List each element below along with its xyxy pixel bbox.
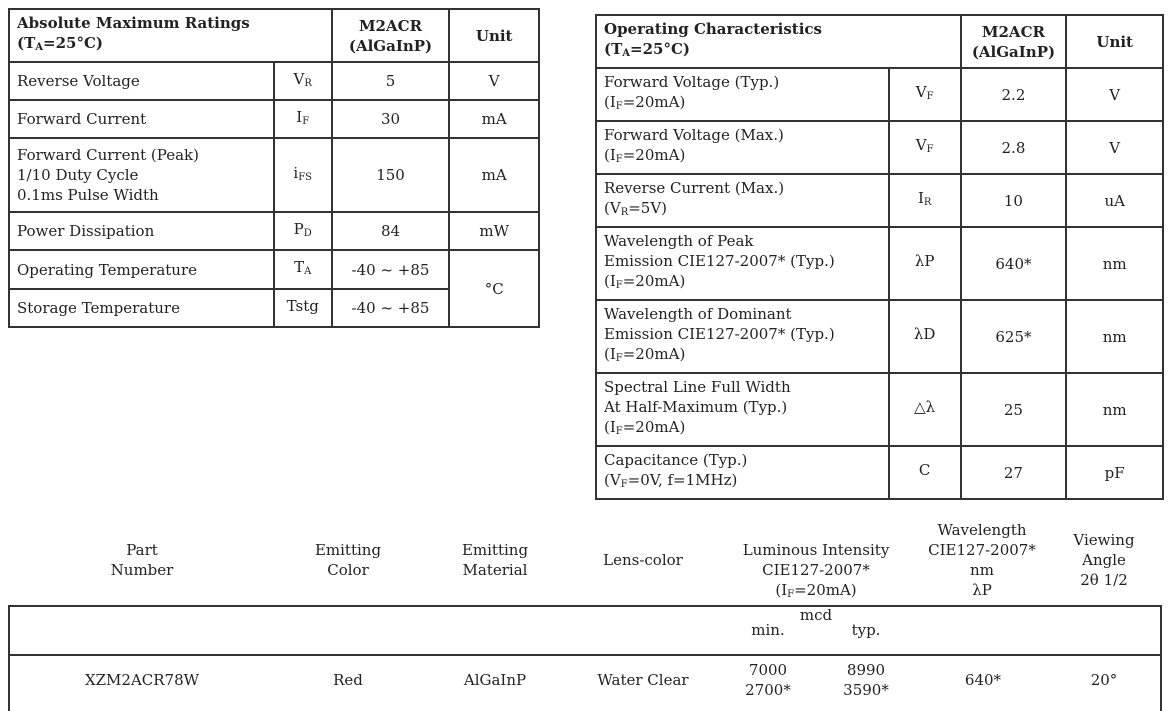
param-cell: Reverse Current (Max.) $(V_R=5V)$ [596,174,889,227]
part-number-value: XZM2ACR78W [84,671,200,689]
symbol-cell: $I_F$ [274,100,332,138]
header-part-number: Part Number [110,541,174,579]
oc-part-header: M2ACR (AlGaInP) [961,15,1067,68]
symbol-cell: $T_A$ [274,250,332,289]
luminous-min-value: 7000 2700* [745,661,791,699]
symbol-cell: $i_{FS}$ [274,138,332,212]
symbol-cell: $P_D$ [274,212,332,250]
symbol-cell: $V_F$ [889,68,961,121]
param-cell: Capacitance (Typ.) ($V_F=0V$, f=1MHz) [596,446,889,499]
value-cell: 27 [961,446,1067,499]
value-cell: 30 [332,100,450,138]
param-cell: Wavelength of Peak Emission CIE127-2007* (Typ.) $(I_F=20mA)$ [596,227,889,300]
value-cell: 150 [332,138,450,212]
min-label: min. [751,621,785,639]
unit-cell: mW [449,212,539,250]
wavelength-value: 640* [964,671,1002,689]
symbol-cell: Tstg [274,289,332,327]
viewing-angle-value: 20° [1090,671,1118,689]
value-cell: -40 ~ +85 [332,289,450,327]
symbol-cell: C [889,446,961,499]
value-cell: 25 [961,373,1067,446]
value-cell: 625* [961,300,1067,373]
symbol-cell: $V_F$ [889,121,961,174]
param-cell: Spectral Line Full Width At Half-Maximum (Typ.) $(I_F=20mA)$ [596,373,889,446]
value-cell: 84 [332,212,450,250]
value-cell: -40 ~ +85 [332,250,450,289]
param-cell: Operating Temperature [9,250,274,289]
header-luminous-intensity: Luminous Intensity CIE127-2007* $(I_F=20mA)$ mcd [742,541,890,624]
luminous-typ-value: 8990 3590* [843,661,889,699]
unit-cell: V [1066,121,1163,174]
unit-cell: nm [1066,227,1163,300]
oc-condition: $(T_A=25^\circ C)$ [604,40,691,59]
amr-part-header: M2ACR (AlGaInP) [332,9,450,62]
typ-label: typ. [851,621,881,639]
param-cell: Forward Voltage (Typ.) $(I_F=20mA)$ [596,68,889,121]
symbol-cell: $I_R$ [889,174,961,227]
unit-cell: nm [1066,300,1163,373]
oc-unit-header: Unit [1066,15,1163,68]
lens-color-value: Water Clear [597,671,689,689]
unit-cell: °C [449,250,539,327]
emitting-color-value: Red [333,671,363,689]
unit-cell: pF [1066,446,1163,499]
amr-title: Absolute Maximum Ratings [17,14,250,32]
amr-unit-header: Unit [449,9,539,62]
header-emitting-material: Emitting Material [461,541,529,579]
symbol-cell: △λ [889,373,961,446]
unit-cell: mA [449,138,539,212]
param-cell: Wavelength of Dominant Emission CIE127-2007* (Typ.) $(I_F=20mA)$ [596,300,889,373]
row-divider [8,654,1162,656]
header-emitting-color: Emitting Color [314,541,382,579]
value-cell: 2.2 [961,68,1067,121]
symbol-cell: $V_R$ [274,62,332,100]
value-cell: 2.8 [961,121,1067,174]
param-cell: Forward Current (Peak) 1/10 Duty Cycle 0.1ms Pulse Width [9,138,274,212]
param-cell: Forward Current [9,100,274,138]
symbol-cell: λD [889,300,961,373]
amr-condition: $(T_A=25^\circ C)$ [17,34,104,53]
unit-cell: V [449,62,539,100]
unit-cell: V [1066,68,1163,121]
oc-title: Operating Characteristics [604,20,823,38]
value-cell: 5 [332,62,450,100]
header-wavelength: Wavelength CIE127-2007* nm λP [928,521,1036,599]
param-cell: Storage Temperature [9,289,274,327]
data-box [8,605,1162,711]
emitting-material-value: AlGaInP [463,671,527,689]
param-cell: Power Dissipation [9,212,274,250]
value-cell: 640* [961,227,1067,300]
header-viewing-angle: Viewing Angle 2θ 1/2 [1073,531,1135,589]
param-cell: Forward Voltage (Max.) $(I_F=20mA)$ [596,121,889,174]
product-table [8,0,1162,711]
value-cell: 10 [961,174,1067,227]
symbol-cell: λP [889,227,961,300]
param-cell: Reverse Voltage [9,62,274,100]
header-lens-color: Lens-color [603,551,683,569]
unit-cell: uA [1066,174,1163,227]
unit-cell: mA [449,100,539,138]
unit-cell: nm [1066,373,1163,446]
